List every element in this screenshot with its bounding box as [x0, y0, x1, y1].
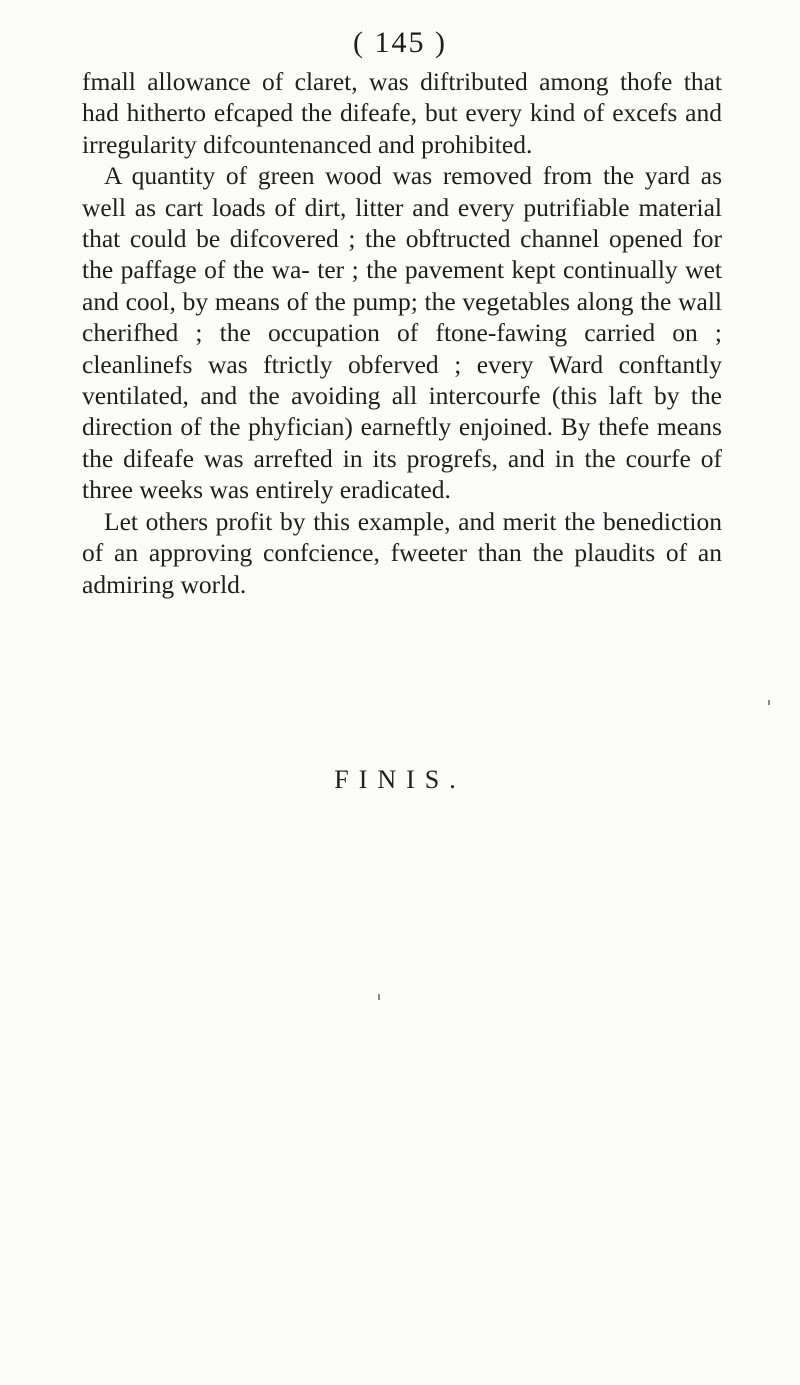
paragraph-moral: Let others profit by this example, and merit the benediction of an approving confcience, fweeter than the plaudits of an admiring world.: [82, 506, 722, 599]
paragraph-continuation: fmall allowance of claret, was diftributed among thofe that had hitherto efcaped the difeafe, but every kind of excefs and irregularity difcountenanced and prohibited.: [82, 67, 722, 159]
page-number: ( 145 ): [353, 26, 447, 59]
margin-speck: [378, 994, 380, 1000]
paragraph-green-wood: A quantity of green wood was removed from the yard as well as cart loads of dirt, litter and every putrifiable material that could be difcovered ; the obftructed channel opened for the paffage of the wa- ter ; the pavement kept continually wet and cool, by means of the pump; the vegetables along the wall cherifhed ; the occupation of ftone-fawing carried on ; cleanlinefs was ftrictly obferved ; every Ward conftantly ventilated, and the avoiding all intercourfe (this laft by the direction of the phyfician) earneftly enjoined. By thefe means the difeafe was arrefted in its progrefs, and in the courfe of three weeks was entirely eradicated.: [82, 161, 722, 505]
body-text: [82, 66, 722, 600]
finis-heading: FINIS.: [334, 765, 466, 794]
margin-speck: [768, 700, 770, 705]
